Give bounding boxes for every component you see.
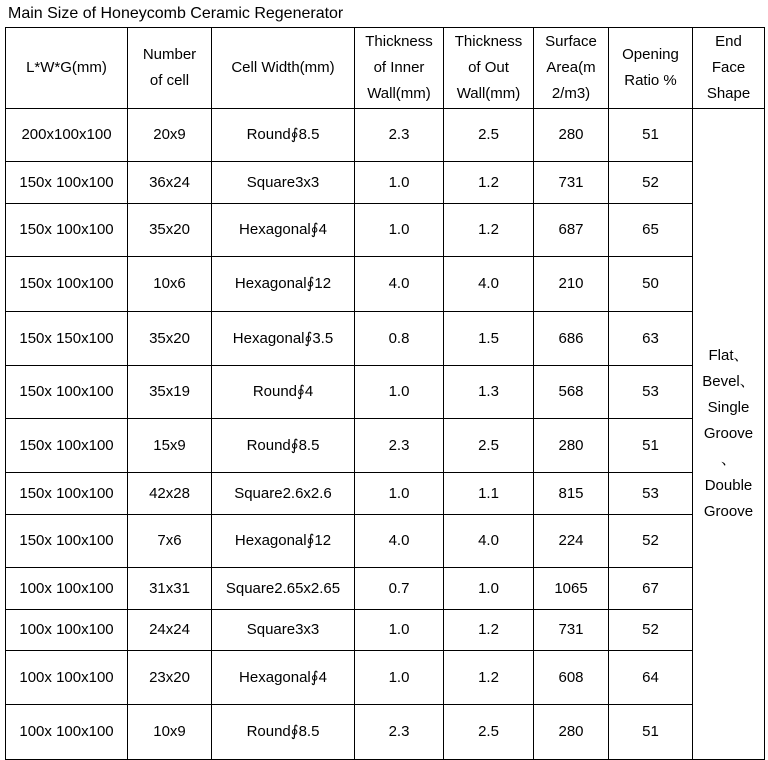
header-surface-area: [534, 28, 609, 109]
cell-width: Round∮4: [212, 366, 355, 419]
cell-opening-ratio: 53: [609, 366, 693, 419]
cell-surface-area: 224: [534, 515, 609, 568]
cell-dimensions: 100x 100x100: [6, 610, 128, 651]
cell-inner-wall: 2.3: [355, 419, 444, 473]
table-row: [6, 109, 765, 162]
cell-inner-wall: 1.0: [355, 610, 444, 651]
header-line: 2/m3): [551, 85, 591, 102]
cell-inner-wall: 2.3: [355, 705, 444, 760]
cell-width: Square3x3: [212, 162, 355, 204]
header-line: Ratio %: [624, 72, 677, 89]
table-row: [6, 366, 765, 419]
cell-number-of-cell: 7x6: [128, 515, 212, 568]
header-line: of Inner: [373, 59, 425, 76]
table-row: [6, 515, 765, 568]
cell-number-of-cell: 23x20: [128, 651, 212, 705]
cell-number-of-cell: 31x31: [128, 568, 212, 610]
cell-inner-wall: 1.0: [355, 162, 444, 204]
end-face-shape-cell: [693, 109, 765, 760]
cell-surface-area: 815: [534, 473, 609, 515]
header-cell-width: [212, 28, 355, 109]
cell-dimensions: 150x 100x100: [6, 515, 128, 568]
header-line: Opening: [622, 46, 679, 63]
cell-width: Round∮8.5: [212, 419, 355, 473]
cell-surface-area: 1065: [534, 568, 609, 610]
table-row: [6, 473, 765, 515]
cell-inner-wall: 0.8: [355, 312, 444, 366]
cell-opening-ratio: 52: [609, 610, 693, 651]
cell-surface-area: 687: [534, 204, 609, 257]
table-row: [6, 257, 765, 312]
header-line: Wall(mm): [367, 85, 431, 102]
cell-number-of-cell: 15x9: [128, 419, 212, 473]
cell-inner-wall: 1.0: [355, 204, 444, 257]
table-row: [6, 610, 765, 651]
cell-opening-ratio: 67: [609, 568, 693, 610]
header-line: Thickness: [365, 33, 433, 50]
cell-out-wall: 1.1: [444, 473, 534, 515]
cell-dimensions: 150x 100x100: [6, 419, 128, 473]
cell-surface-area: 280: [534, 109, 609, 162]
cell-number-of-cell: 35x19: [128, 366, 212, 419]
table-row: [6, 204, 765, 257]
header-line: of Out: [468, 59, 509, 76]
end-face-shape-line: Single: [707, 399, 750, 416]
header-out-wall: [444, 28, 534, 109]
cell-dimensions: 150x 100x100: [6, 366, 128, 419]
header-line: End: [715, 33, 742, 50]
cell-surface-area: 568: [534, 366, 609, 419]
table-title: Main Size of Honeycomb Ceramic Regenerator: [8, 5, 344, 22]
cell-surface-area: 731: [534, 610, 609, 651]
cell-opening-ratio: 52: [609, 162, 693, 204]
cell-number-of-cell: 10x6: [128, 257, 212, 312]
header-dimensions: [6, 28, 128, 109]
header-line: Thickness: [454, 33, 523, 50]
cell-out-wall: 1.2: [444, 651, 534, 705]
cell-dimensions: 100x 100x100: [6, 568, 128, 610]
cell-opening-ratio: 65: [609, 204, 693, 257]
cell-dimensions: 150x 100x100: [6, 473, 128, 515]
cell-number-of-cell: 35x20: [128, 312, 212, 366]
cell-inner-wall: 4.0: [355, 515, 444, 568]
header-opening-ratio: [609, 28, 693, 109]
cell-opening-ratio: 53: [609, 473, 693, 515]
cell-dimensions: 100x 100x100: [6, 705, 128, 760]
cell-surface-area: 280: [534, 419, 609, 473]
header-line: Area(m: [546, 59, 596, 76]
cell-width: Square3x3: [212, 610, 355, 651]
cell-opening-ratio: 52: [609, 515, 693, 568]
cell-number-of-cell: 42x28: [128, 473, 212, 515]
cell-surface-area: 686: [534, 312, 609, 366]
cell-out-wall: 4.0: [444, 257, 534, 312]
end-face-shape-line: Groove: [703, 503, 754, 520]
cell-out-wall: 1.3: [444, 366, 534, 419]
cell-inner-wall: 4.0: [355, 257, 444, 312]
cell-surface-area: 731: [534, 162, 609, 204]
cell-number-of-cell: 35x20: [128, 204, 212, 257]
cell-width: Hexagonal∮4: [212, 204, 355, 257]
cell-out-wall: 2.5: [444, 419, 534, 473]
header-line: Surface: [545, 33, 597, 50]
end-face-shape-line: Bevel、: [702, 373, 755, 390]
cell-inner-wall: 1.0: [355, 366, 444, 419]
cell-out-wall: 1.2: [444, 204, 534, 257]
cell-out-wall: 1.2: [444, 610, 534, 651]
cell-surface-area: 280: [534, 705, 609, 760]
cell-dimensions: 150x 100x100: [6, 204, 128, 257]
cell-opening-ratio: 50: [609, 257, 693, 312]
cell-opening-ratio: 51: [609, 705, 693, 760]
table-row: [6, 312, 765, 366]
header-end-face-shape: [693, 28, 765, 109]
cell-width: Hexagonal∮4: [212, 651, 355, 705]
cell-width: Square2.6x2.6: [212, 473, 355, 515]
regenerator-size-table: [5, 27, 765, 760]
cell-out-wall: 2.5: [444, 109, 534, 162]
cell-width: Hexagonal∮12: [212, 257, 355, 312]
cell-number-of-cell: 20x9: [128, 109, 212, 162]
cell-number-of-cell: 36x24: [128, 162, 212, 204]
cell-width: Hexagonal∮12: [212, 515, 355, 568]
cell-out-wall: 1.2: [444, 162, 534, 204]
cell-width: Round∮8.5: [212, 109, 355, 162]
cell-inner-wall: 0.7: [355, 568, 444, 610]
header-inner-wall: [355, 28, 444, 109]
cell-out-wall: 1.5: [444, 312, 534, 366]
table-row: [6, 651, 765, 705]
header-line: of cell: [149, 72, 190, 89]
header-line: Wall(mm): [456, 85, 521, 102]
header-number-of-cell: [128, 28, 212, 109]
table-row: [6, 568, 765, 610]
cell-surface-area: 608: [534, 651, 609, 705]
cell-number-of-cell: 10x9: [128, 705, 212, 760]
end-face-shape-line: Flat、: [708, 347, 749, 364]
cell-dimensions: 150x 100x100: [6, 257, 128, 312]
cell-dimensions: 200x100x100: [6, 109, 128, 162]
cell-width: Square2.65x2.65: [212, 568, 355, 610]
table-row: [6, 419, 765, 473]
header-line: Shape: [706, 85, 751, 102]
header-row: [6, 28, 765, 109]
cell-number-of-cell: 24x24: [128, 610, 212, 651]
cell-opening-ratio: 51: [609, 109, 693, 162]
cell-width: Round∮8.5: [212, 705, 355, 760]
cell-out-wall: 4.0: [444, 515, 534, 568]
cell-dimensions: 100x 100x100: [6, 651, 128, 705]
cell-dimensions: 150x 150x100: [6, 312, 128, 366]
cell-inner-wall: 1.0: [355, 651, 444, 705]
cell-inner-wall: 1.0: [355, 473, 444, 515]
header-line: L*W*G(mm): [26, 59, 107, 76]
header-line: Cell Width(mm): [231, 59, 335, 76]
header-line: Number: [142, 46, 197, 63]
end-face-shape-line: 、: [720, 451, 736, 468]
end-face-shape-line: Double: [704, 477, 753, 494]
cell-opening-ratio: 51: [609, 419, 693, 473]
cell-width: Hexagonal∮3.5: [212, 312, 355, 366]
cell-out-wall: 2.5: [444, 705, 534, 760]
cell-opening-ratio: 64: [609, 651, 693, 705]
header-line: Face: [711, 59, 746, 76]
end-face-shape-line: Groove: [703, 425, 754, 442]
table-row: [6, 162, 765, 204]
cell-opening-ratio: 63: [609, 312, 693, 366]
cell-inner-wall: 2.3: [355, 109, 444, 162]
cell-surface-area: 210: [534, 257, 609, 312]
table-row: [6, 705, 765, 760]
cell-out-wall: 1.0: [444, 568, 534, 610]
cell-dimensions: 150x 100x100: [6, 162, 128, 204]
